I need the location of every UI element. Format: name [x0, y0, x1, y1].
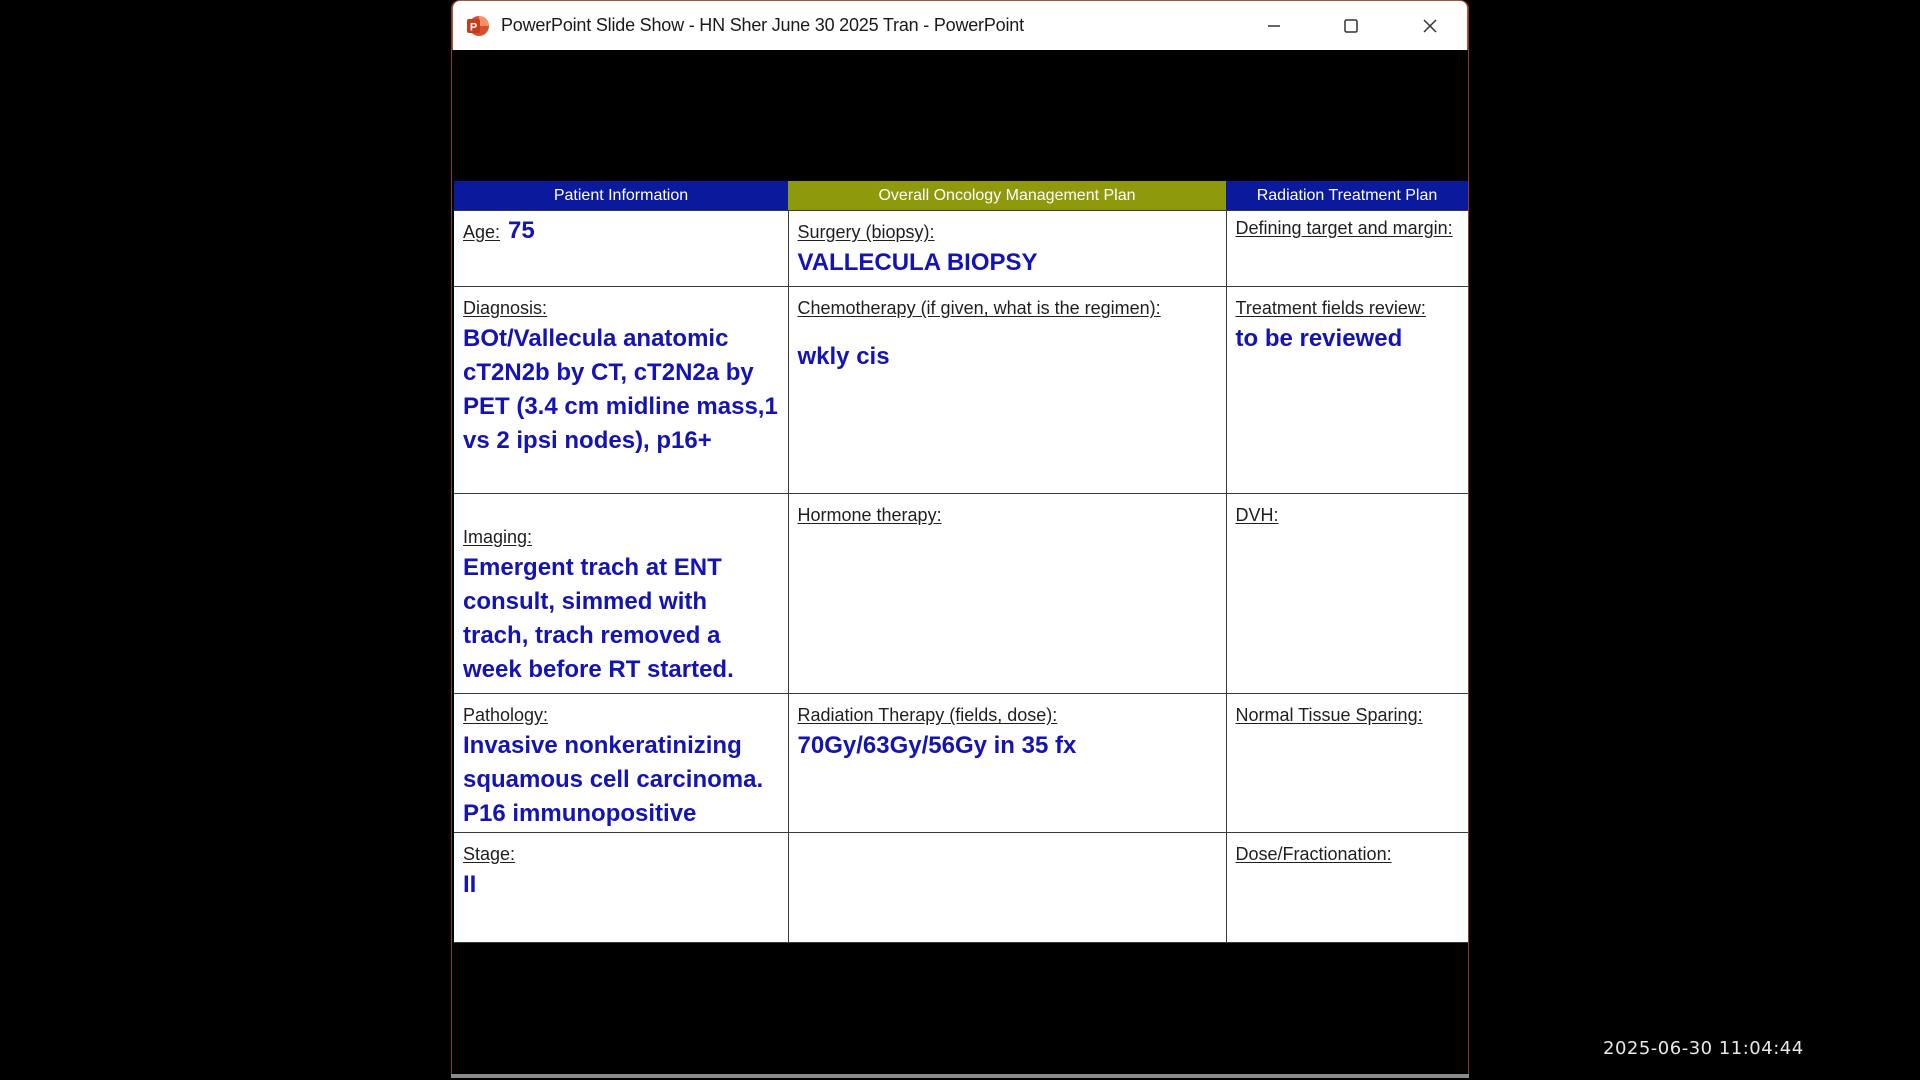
- close-button[interactable]: [1407, 9, 1453, 43]
- radiation-therapy-value: 70Gy/63Gy/56Gy in 35 fx: [797, 732, 1077, 759]
- hormone-therapy-label: Hormone therapy:: [797, 505, 942, 525]
- imaging-value: Emergent trach at ENT consult, simmed with trach, trach removed a week before RT started.: [463, 554, 734, 683]
- diagnosis-label: Diagnosis:: [463, 298, 548, 318]
- diagnosis-value: BOt/Vallecula anatomic cT2N2b by CT, cT2N2a by PET (3.4 cm midline mass,1 vs 2 ipsi nodes), p16+: [463, 325, 778, 454]
- defining-target-cell: [1226, 211, 1468, 287]
- minimize-icon: [1266, 18, 1282, 34]
- minimize-button[interactable]: [1251, 9, 1297, 43]
- imaging-cell: [454, 494, 788, 694]
- stage-cell: [454, 833, 788, 943]
- dose-fractionation-cell: [1226, 833, 1468, 943]
- title-bar[interactable]: [452, 0, 1468, 50]
- pathology-value: Invasive nonkeratinizing squamous cell carcinoma. P16 immunopositive: [463, 732, 764, 827]
- chemotherapy-label: Chemotherapy (if given, what is the regimen):: [797, 298, 1161, 318]
- table-row: [454, 494, 1468, 694]
- window-bottom-edge: [451, 1074, 1469, 1078]
- treatment-fields-cell: [1226, 287, 1468, 494]
- recording-timestamp: 2025-06-30 11:04:44: [1603, 1038, 1804, 1059]
- defining-target-label: Defining target and margin:: [1235, 218, 1453, 238]
- svg-text:P: P: [469, 21, 478, 34]
- pathology-cell: [454, 694, 788, 833]
- stage-label: Stage:: [463, 844, 516, 864]
- dvh-label: DVH:: [1235, 505, 1279, 525]
- surgery-value: VALLECULA BIOPSY: [797, 249, 1038, 276]
- hormone-therapy-cell: [788, 494, 1226, 694]
- maximize-button[interactable]: [1328, 9, 1374, 43]
- stage-value: II: [463, 871, 477, 898]
- age-label: Age:: [463, 222, 501, 242]
- slide-canvas[interactable]: [453, 50, 1468, 1074]
- dvh-cell: [1226, 494, 1468, 694]
- powerpoint-window: [451, 0, 1469, 1076]
- powerpoint-icon: [466, 14, 490, 38]
- maximize-icon: [1343, 18, 1359, 34]
- close-icon: [1422, 18, 1438, 34]
- imaging-label: Imaging:: [463, 527, 533, 547]
- age-cell: [454, 211, 788, 287]
- radiation-therapy-cell: [788, 694, 1226, 833]
- header-patient-information: Patient Information: [454, 181, 788, 211]
- table-row: [454, 833, 1468, 943]
- table-row: [454, 694, 1468, 833]
- radiation-therapy-label: Radiation Therapy (fields, dose):: [797, 705, 1058, 725]
- oncology-plan-table: [454, 181, 1468, 943]
- normal-tissue-sparing-cell: [1226, 694, 1468, 833]
- table-row: [454, 287, 1468, 494]
- treatment-fields-value: to be reviewed: [1235, 325, 1403, 352]
- surgery-label: Surgery (biopsy):: [797, 222, 935, 242]
- window-title: PowerPoint Slide Show - HN Sher June 30 2025 Tran - PowerPoint: [501, 15, 1024, 35]
- pathology-label: Pathology:: [463, 705, 549, 725]
- treatment-fields-label: Treatment fields review:: [1235, 298, 1426, 318]
- dose-fractionation-label: Dose/Fractionation:: [1235, 844, 1392, 864]
- normal-tissue-sparing-label: Normal Tissue Sparing:: [1235, 705, 1423, 725]
- table-row: [454, 211, 1468, 287]
- header-radiation-treatment-plan: Radiation Treatment Plan: [1226, 181, 1468, 211]
- age-value: 75: [508, 217, 535, 244]
- header-oncology-management-plan: Overall Oncology Management Plan: [788, 181, 1226, 211]
- empty-plan-cell: [788, 833, 1226, 943]
- chemotherapy-value: wkly cis: [797, 343, 890, 370]
- chemotherapy-cell: [788, 287, 1226, 494]
- surgery-cell: [788, 211, 1226, 287]
- diagnosis-cell: [454, 287, 788, 494]
